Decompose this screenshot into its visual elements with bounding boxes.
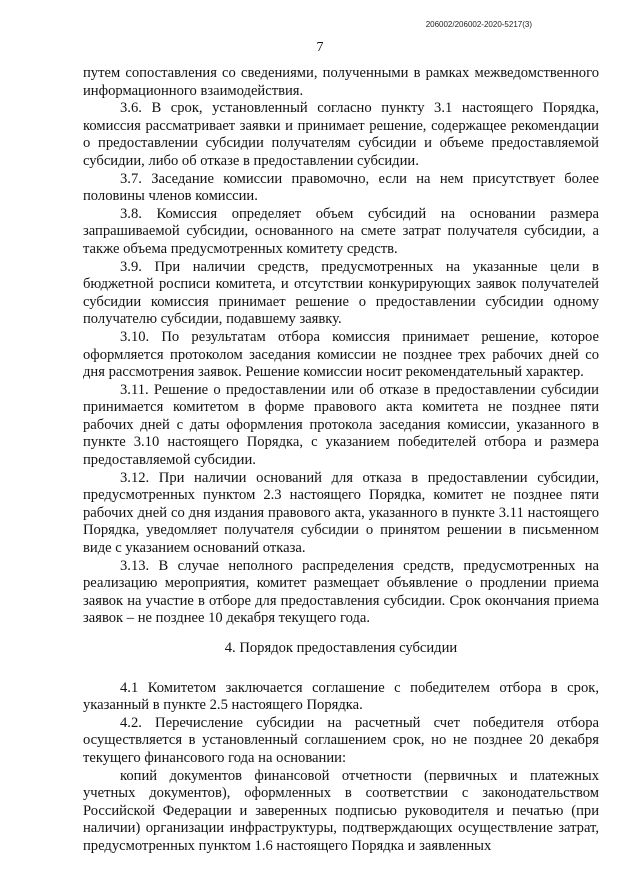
paragraph-continuation: путем сопоставления со сведениями, полученными в рамках межведомственного информационного взаимодействия. [83, 65, 599, 99]
paragraph-3-9: 3.9. При наличии средств, предусмотренных на указанные цели в бюджетной росписи комитета, и отсутствии конкурирующих заявок получателей субсидии комиссия принимает решение о предоставлении субсидии одному получателю субсидии, подавшему заявку. [83, 258, 599, 328]
paragraph-3-13: 3.13. В случае неполного распределения средств, предусмотренных на реализацию мероприятия, комитет размещает объявление о продлении приема заявок на участие в отборе для предоставления субсидии. Срок окончания приема заявок – не позднее 10 декабря текущего года. [83, 557, 599, 627]
paragraph-4-2: 4.2. Перечисление субсидии на расчетный счет победителя отбора осуществляется в установленный соглашением срок, но не позднее 20 декабря текущего финансового года на основании: [83, 714, 599, 766]
paragraph-4-2-item: копий документов финансовой отчетности (первичных и платежных учетных документов), оформленных в соответствии с законодательством Российской Федерации и заверенных подписью руководителя и печатью (при наличии) организации инфраструктуры, подтверждающих осуществление затрат, предусмотренных пунктом 1.6 настоящего Порядка и заявленных [83, 767, 599, 854]
section-4-title: 4. Порядок предоставления субсидии [224, 640, 458, 656]
paragraph-3-11: 3.11. Решение о предоставлении или об отказе в предоставлении субсидии принимается комитетом в форме правового акта комитета не позднее пяти рабочих дней с даты оформления протокола заседания комиссии, указанного в пункте 3.10 настоящего Порядка, с указанием победителей отбора и размера предоставляемой субсидии. [83, 381, 599, 469]
paragraph-4-1: 4.1 Комитетом заключается соглашение с победителем отбора в срок, указанный в пункте 2.5 настоящего Порядка. [83, 679, 599, 714]
paragraph-3-10: 3.10. По результатам отбора комиссия принимает решение, которое оформляется протоколом заседания комиссии не позднее трех рабочих дней со дня рассмотрения заявок. Решение комиссии носит рекомендательный характер. [83, 328, 599, 381]
document-body [83, 65, 599, 856]
page-number: 7 [316, 40, 324, 55]
document-code: 206002/206002-2020-5217(3) [425, 20, 532, 29]
paragraph-3-6: 3.6. В срок, установленный согласно пункту 3.1 настоящего Порядка, комиссия рассматривает заявки и принимает решение, содержащее рекомендации о предоставлении субсидии получателям субсидии и объеме предоставляемой субсидии, либо об отказе в предоставлении субсидии. [83, 100, 599, 169]
paragraph-3-12: 3.12. При наличии оснований для отказа в предоставлении субсидии, предусмотренных пунктом 2.3 настоящего Порядка, комитет не позднее пяти рабочих дней со дня издания правового акта, указанного в пункте 3.11 настоящего Порядка, уведомляет получателя субсидии о принятом решении в письменном виде с указанием оснований отказа. [83, 469, 599, 557]
paragraph-3-8: 3.8. Комиссия определяет объем субсидий на основании размера запрашиваемой субсидии, основанного на смете затрат получателя субсидии, а также объема предусмотренных комитету средств. [83, 205, 599, 257]
paragraph-3-7: 3.7. Заседание комиссии правомочно, если на нем присутствует более половины членов комиссии. [83, 170, 599, 205]
